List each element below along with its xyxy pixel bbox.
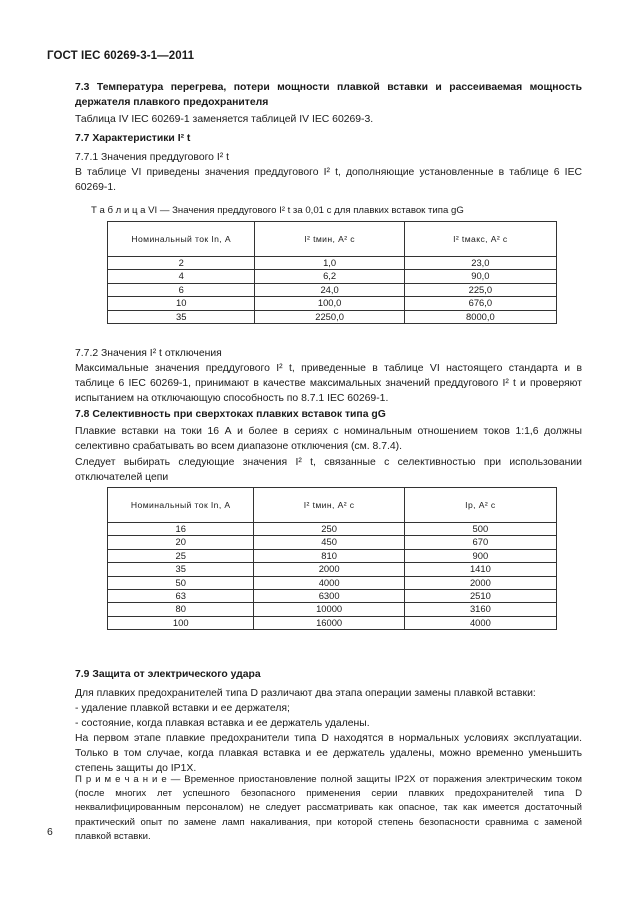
table-cell: 810 <box>254 549 404 562</box>
table-cell: 500 <box>404 523 556 536</box>
table-cell: 63 <box>108 590 254 603</box>
table-cell: 2000 <box>404 576 556 589</box>
table-cell: 35 <box>108 563 254 576</box>
section-7-9-list-item-1: - удаление плавкой вставки и ее держателя; <box>75 703 290 714</box>
table-cell: 3160 <box>404 603 556 616</box>
table-cell: 2000 <box>254 563 404 576</box>
table-cell: 676,0 <box>404 297 556 310</box>
table-6-header-current: Номинальный ток In, А <box>108 222 255 257</box>
section-7-9-paragraph-2: На первом этапе плавкие предохранители типа D находятся в нормальных условиях эксплуатации. Только в том случае, когда плавкая вставка и ее держатель удалены, можно временно уменьшить степень защиты до IP1X. <box>75 733 582 775</box>
table-6-caption: Т а б л и ц а VI — Значения преддугового I² t за 0,01 с для плавких вставок типа gG <box>91 205 464 216</box>
table-cell: 6300 <box>254 590 404 603</box>
table-cell: 23,0 <box>404 257 556 270</box>
section-7-8-title: 7.8 Селективность при сверхтоках плавких вставок типа gG <box>75 409 386 420</box>
table-header-ip: Ip, А² с <box>404 488 556 523</box>
table-cell: 6 <box>108 283 255 296</box>
table-cell: 8000,0 <box>404 310 556 323</box>
table-cell: 80 <box>108 603 254 616</box>
table-cell: 2510 <box>404 590 556 603</box>
table-cell: 670 <box>404 536 556 549</box>
table-cell: 1,0 <box>255 257 404 270</box>
table-cell: 100,0 <box>255 297 404 310</box>
table-cell: 20 <box>108 536 254 549</box>
section-7-7-2-text: Максимальные значения преддугового I² t, приведенные в таблице VI настоящего стандарта и в таблице 6 IEC 60269-1, принимают в качестве максимальных значений преддугового I² t и проверяют испытанием на отключающую способность по 8.7.1 IEC 60269-1. <box>75 363 582 405</box>
table-cell: 10 <box>108 297 255 310</box>
table-cell: 6,2 <box>255 270 404 283</box>
selectivity-table <box>107 487 557 630</box>
section-7-7-2-title: 7.7.2 Значения I² t отключения <box>75 348 222 359</box>
table-cell: 35 <box>108 310 255 323</box>
table-header-current: Номинальный ток In, А <box>108 488 254 523</box>
document-header: ГОСТ IEC 60269-3-1—2011 <box>47 50 195 62</box>
table-header-min: I² tмин, А² с <box>254 488 404 523</box>
section-7-9-paragraph-1: Для плавких предохранителей типа D различают два этапа операции замены плавкой вставки: <box>75 688 536 699</box>
page-number: 6 <box>47 827 53 838</box>
section-7-3-text: Таблица IV IEC 60269-1 заменяется таблицей IV IEC 60269-3. <box>75 114 374 125</box>
section-7-9-title: 7.9 Защита от электрического удара <box>75 669 261 680</box>
table-cell: 24,0 <box>255 283 404 296</box>
table-cell: 4 <box>108 270 255 283</box>
table-cell: 250 <box>254 523 404 536</box>
table-cell: 900 <box>404 549 556 562</box>
table-cell: 90,0 <box>404 270 556 283</box>
table-cell: 100 <box>108 616 254 629</box>
section-7-8-text-2: Следует выбирать следующие значения I² t, связанные с селективностью при использовании отключателей цепи <box>75 457 582 484</box>
section-7-7-1-title: 7.7.1 Значения преддугового I² t <box>75 152 229 163</box>
section-7-8-text-1: Плавкие вставки на токи 16 А и более в сериях с номинальным отношением токов 1:1,6 должны селективно срабатывать во всем диапазоне отключения (см. 8.7.4). <box>75 426 582 453</box>
table-cell: 4000 <box>254 576 404 589</box>
table-cell: 450 <box>254 536 404 549</box>
table-cell: 2 <box>108 257 255 270</box>
table-6-header-max: I² tмакс, А² с <box>404 222 556 257</box>
section-7-3-title: 7.3 Температура перегрева, потери мощности плавкой вставки и рассеиваемая мощность держателя плавкого предохранителя <box>75 82 582 109</box>
table-cell: 2250,0 <box>255 310 404 323</box>
table-cell: 25 <box>108 549 254 562</box>
section-7-7-title: 7.7 Характеристики I² t <box>75 133 191 144</box>
table-cell: 10000 <box>254 603 404 616</box>
table-6 <box>107 221 557 324</box>
table-cell: 1410 <box>404 563 556 576</box>
note-paragraph: П р и м е ч а н и е — Временное приостановление полной защиты IP2X от поражения электрическим током (после многих лет успешного безопасного применения серии плавких предохранителей типа D неквалифицированным персоналом) не следует рассматривать как опасное, так как имеется достаточный практический опыт по замене ламп накаливания, при которой степень безопасности сравнима с заменой плавкой вставки. <box>75 774 582 842</box>
section-7-9-list-item-2: - состояние, когда плавкая вставка и ее держатель удалены. <box>75 718 370 729</box>
table-6-header-min: I² tмин, А² с <box>255 222 404 257</box>
table-cell: 16 <box>108 523 254 536</box>
section-7-7-1-text: В таблице VI приведены значения преддугового I² t, дополняющие установленные в таблице 6 IEC 60269-1. <box>75 167 582 194</box>
table-cell: 4000 <box>404 616 556 629</box>
table-cell: 50 <box>108 576 254 589</box>
table-cell: 225,0 <box>404 283 556 296</box>
table-cell: 16000 <box>254 616 404 629</box>
